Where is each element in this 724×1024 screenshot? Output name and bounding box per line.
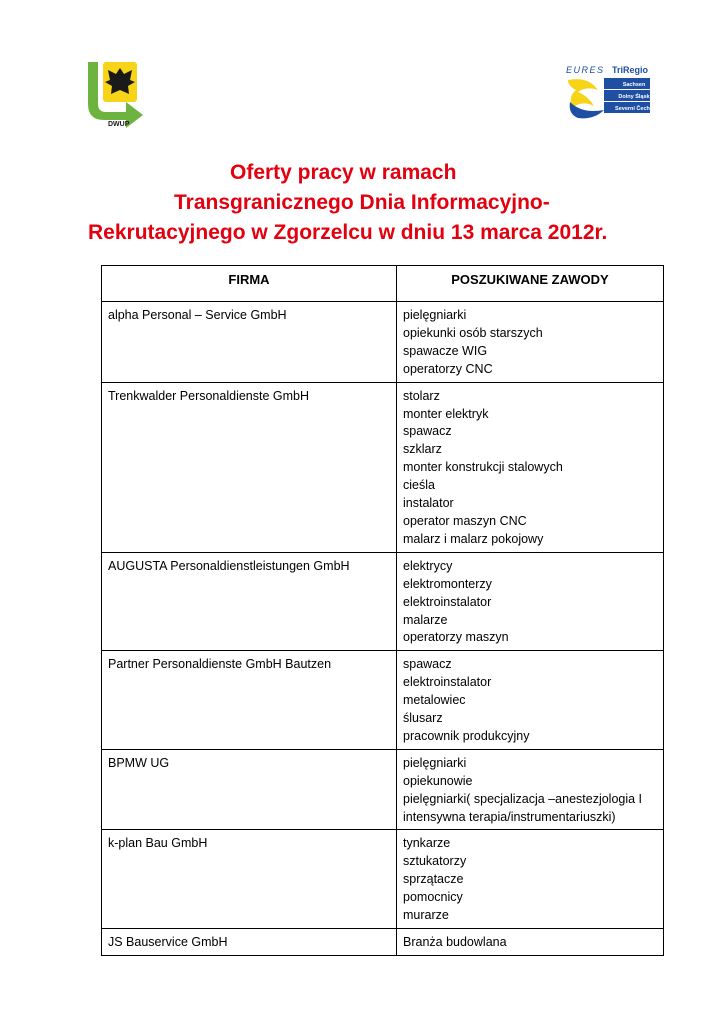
- job-item: pielęgniarki( specjalizacja –anestezjologia I: [403, 791, 643, 806]
- job-item: spawacz: [403, 657, 452, 672]
- table-row: [102, 929, 664, 956]
- job-item: operatorzy maszyn: [403, 630, 509, 645]
- firm-name: alpha Personal – Service GmbH: [108, 308, 287, 322]
- table-header-row: [102, 266, 664, 302]
- jobs-cell: [397, 552, 664, 651]
- job-item: operator maszyn CNC: [403, 513, 527, 528]
- job-item: malarze: [403, 612, 448, 627]
- header-jobs: POSZUKIWANE ZAWODY: [397, 266, 664, 302]
- table-row: [102, 552, 664, 651]
- job-item: instalator: [403, 496, 454, 511]
- table-row: [102, 830, 664, 929]
- job-item: metalowiec: [403, 693, 466, 708]
- job-item: opiekunki osób starszych: [403, 325, 543, 340]
- job-item: pomocnicy: [403, 890, 463, 905]
- job-item: intensywna terapia/instrumentariuszki): [403, 809, 616, 824]
- job-item: elektrycy: [403, 558, 453, 573]
- table-row: [102, 382, 664, 552]
- job-item: pielęgniarki: [403, 308, 467, 322]
- region-severni-cechy: Severní Čechy: [615, 106, 652, 112]
- firm-cell: [102, 830, 397, 929]
- job-item: cieśla: [403, 478, 435, 493]
- title-line-3: Rekrutacyjnego w Zgorzelcu w dniu 13 marca 2012r.: [88, 221, 608, 244]
- job-item: opiekunowie: [403, 773, 473, 788]
- region-sachsen: Sachsen: [622, 82, 646, 88]
- eures-triregio-logo: [564, 62, 652, 124]
- firm-name: Partner Personaldienste GmbH Bautzen: [108, 657, 332, 672]
- firm-name: AUGUSTA Personaldienstleistungen GmbH: [108, 558, 350, 573]
- job-item: sztukatorzy: [403, 854, 467, 869]
- job-item: ślusarz: [403, 711, 443, 726]
- dwup-logo: [86, 60, 144, 130]
- firm-cell: [102, 552, 397, 651]
- job-offers-table: [101, 265, 664, 956]
- job-item: spawacze WIG: [403, 343, 488, 358]
- dwup-logo-text: DWUP: [108, 121, 130, 128]
- firm-cell: [102, 302, 397, 383]
- table-row: [102, 651, 664, 750]
- header-firm: FIRMA: [102, 266, 397, 302]
- firm-name: k-plan Bau GmbH: [108, 836, 208, 851]
- job-item: malarz i malarz pokojowy: [403, 531, 544, 546]
- job-item: elektroinstalator: [403, 594, 492, 609]
- firm-cell: [102, 651, 397, 750]
- jobs-cell: [397, 749, 664, 830]
- job-item: elektromonterzy: [403, 576, 492, 591]
- job-item: stolarz: [403, 388, 440, 403]
- jobs-cell: [397, 651, 664, 750]
- dwup-eagle-icon: [86, 60, 144, 130]
- title-line-2: Transgranicznego Dnia Informacyjno-: [174, 191, 550, 214]
- job-item: elektroinstalator: [403, 675, 492, 690]
- job-item: Branża budowlana: [403, 935, 507, 949]
- firm-name: BPMW UG: [108, 755, 170, 770]
- title-line-1: Oferty pracy w ramach: [230, 161, 457, 184]
- firm-name: Trenkwalder Personaldienste GmbH: [108, 388, 310, 403]
- table-body: [102, 302, 664, 956]
- region-dolny-slask: Dolny Śląsk: [618, 94, 650, 100]
- job-item: tynkarze: [403, 836, 451, 851]
- jobs-cell: [397, 382, 664, 552]
- jobs-cell: [397, 929, 664, 956]
- job-item: szklarz: [403, 442, 442, 457]
- table-row: [102, 302, 664, 383]
- firm-cell: [102, 382, 397, 552]
- firm-cell: [102, 929, 397, 956]
- table-row: [102, 749, 664, 830]
- eures-icon: [564, 62, 652, 124]
- job-item: monter konstrukcji stalowych: [403, 460, 563, 475]
- firm-name: JS Bauservice GmbH: [108, 935, 228, 949]
- job-item: pielęgniarki: [403, 755, 467, 770]
- job-item: operatorzy CNC: [403, 361, 493, 376]
- job-item: murarze: [403, 908, 449, 923]
- job-item: spawacz: [403, 424, 452, 439]
- jobs-cell: [397, 302, 664, 383]
- eures-brand-text: EURES: [566, 65, 605, 75]
- job-item: pracownik produkcyjny: [403, 728, 530, 743]
- jobs-cell: [397, 830, 664, 929]
- triregio-text: TriRegio: [612, 65, 649, 75]
- job-item: sprzątacze: [403, 872, 464, 887]
- job-item: monter elektryk: [403, 406, 489, 421]
- firm-cell: [102, 749, 397, 830]
